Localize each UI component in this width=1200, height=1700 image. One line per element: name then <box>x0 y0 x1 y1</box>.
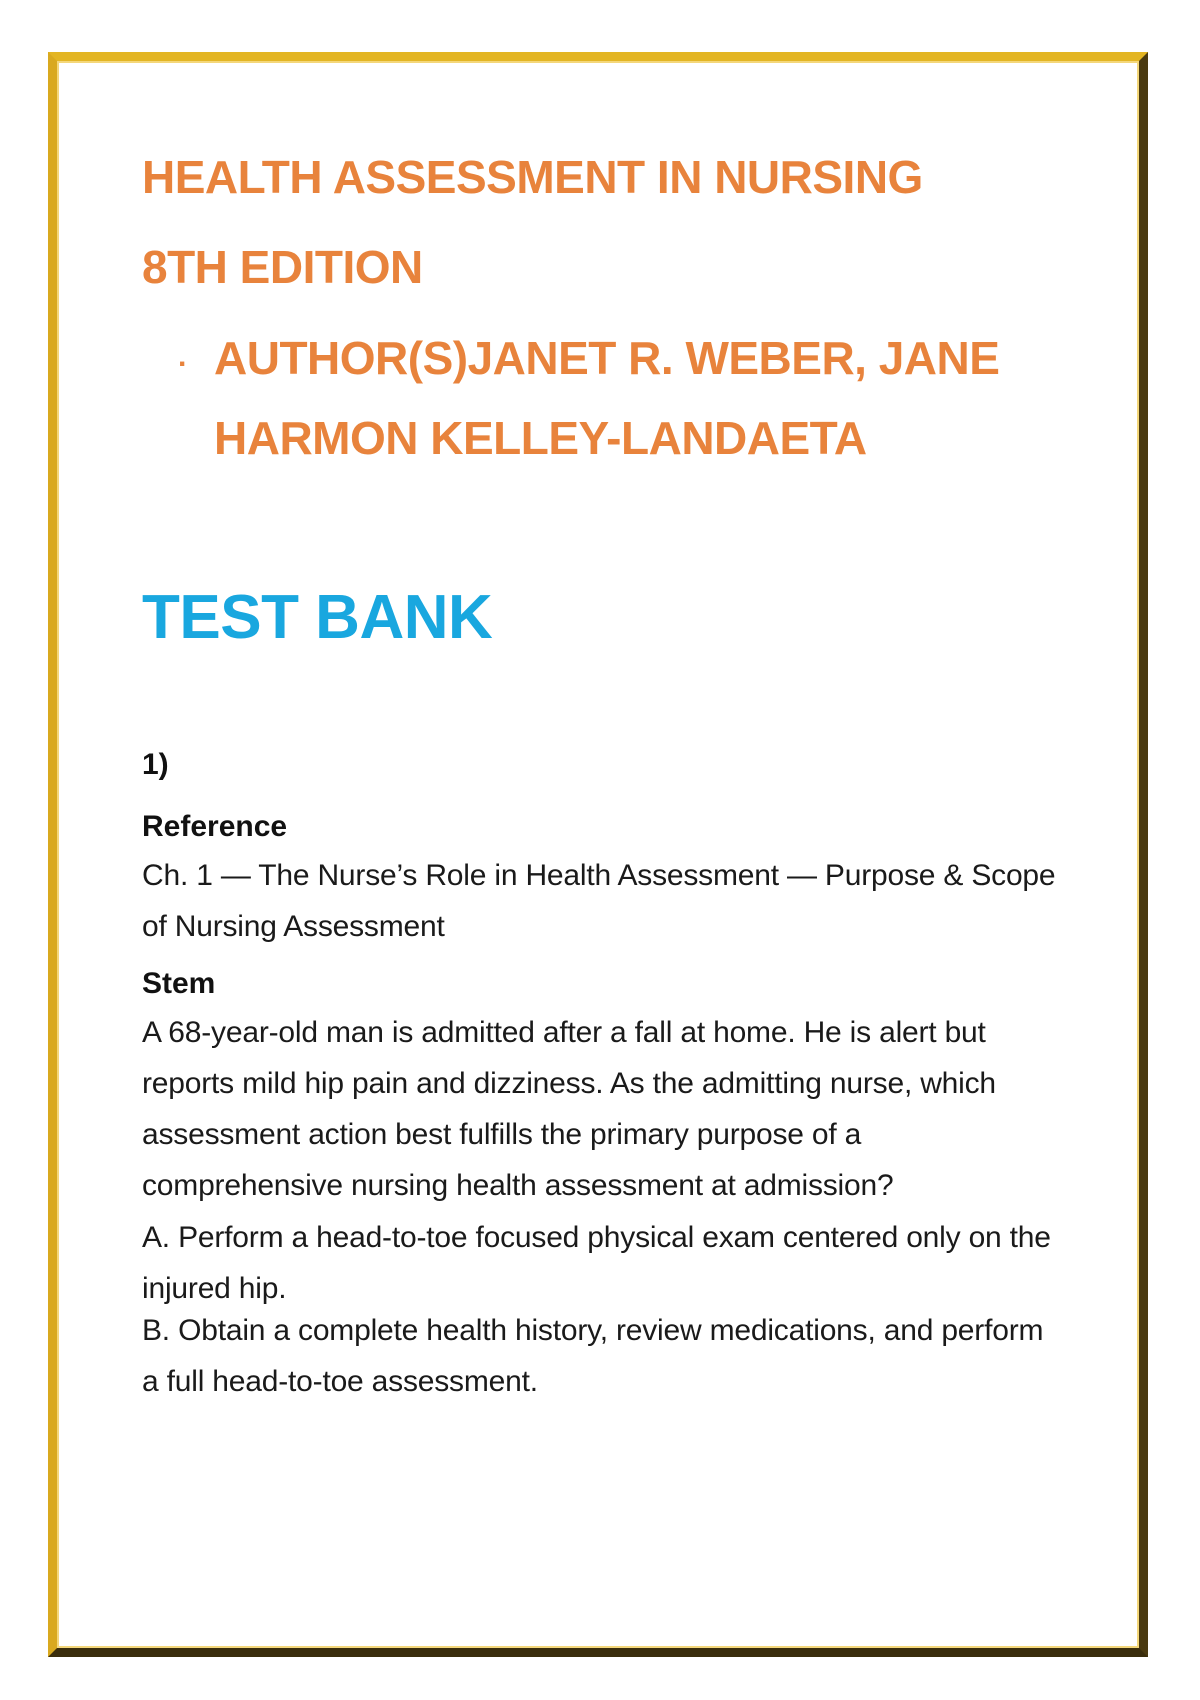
reference-heading: Reference <box>142 810 288 843</box>
book-authors: AUTHOR(S)JANET R. WEBER, JANE HARMON KELLEY-LANDAETA <box>214 332 1000 464</box>
book-title: HEALTH ASSESSMENT IN NURSING <box>142 151 923 203</box>
stem-heading: Stem <box>142 967 216 1000</box>
test-bank-heading: TEST BANK <box>142 583 493 652</box>
answer-option-b: B. Obtain a complete health history, review medications, and perform a full head-to-toe assessment. <box>142 1314 1044 1398</box>
answer-option-a: A. Perform a head-to-toe focused physical exam centered only on the injured hip. <box>142 1221 1051 1305</box>
reference-text: Ch. 1 — The Nurse’s Role in Health Assessment — Purpose & Scope of Nursing Assessment <box>142 859 1056 943</box>
book-edition: 8TH EDITION <box>142 241 423 293</box>
stem-text: A 68-year-old man is admitted after a fall at home. He is alert but reports mild hip pain and dizziness. As the admitting nurse, which assessment action best fulfills the primary purpose of a comprehensive nursing health assessment at admission? <box>142 1016 996 1202</box>
author-bullet: . <box>178 340 187 373</box>
question-number: 1) <box>142 748 169 781</box>
